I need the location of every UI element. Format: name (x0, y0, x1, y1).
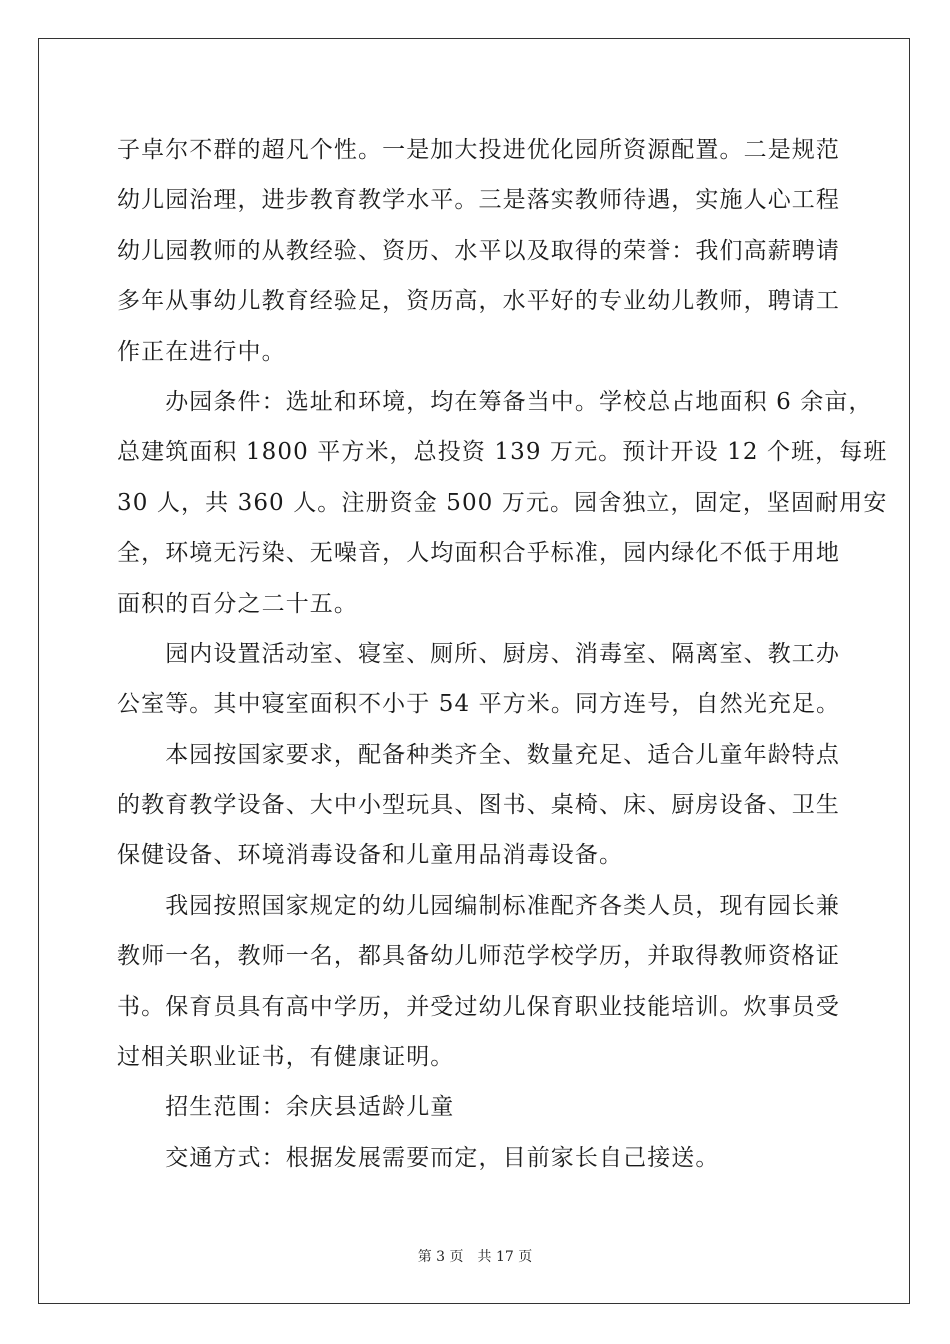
text-line: 总建筑面积 1800 平方米，总投资 139 万元。预计开设 12 个班，每班 (117, 439, 888, 466)
text-line: 多年从事幼儿教育经验足，资历高，水平好的专业幼儿教师，聘请工 (117, 288, 840, 315)
text-line: 保健设备、环境消毒设备和儿童用品消毒设备。 (117, 842, 624, 869)
text-line: 我园按照国家规定的幼儿园编制标准配齐各类人员，现有园长兼 (117, 892, 840, 919)
text-line: 全，环境无污染、无噪音，人均面积合乎标准，园内绿化不低于用地 (117, 540, 840, 567)
document-body (117, 125, 888, 1183)
text-line: 园内设置活动室、寝室、厕所、厨房、消毒室、隔离室、教工办 (117, 640, 840, 667)
text-line: 办园条件：选址和环境，均在筹备当中。学校总占地面积 6 余亩， (117, 388, 873, 415)
text-line: 公室等。其中寝室面积不小于 54 平方米。同方连号，自然光充足。 (117, 691, 841, 718)
text-line: 书。保育员具有高中学历，并受过幼儿保育职业技能培训。炊事员受 (117, 993, 840, 1020)
text-line: 子卓尔不群的超凡个性。一是加大投进优化园所资源配置。二是规范 (117, 137, 840, 163)
text-line: 30 人，共 360 人。注册资金 500 万元。园舍独立，固定，坚固耐用安 (117, 489, 888, 516)
text-line: 过相关职业证书，有健康证明。 (117, 1044, 455, 1071)
text-line: 面积的百分之二十五。 (117, 590, 358, 617)
text-line: 交通方式：根据发展需要而定，目前家长自己接送。 (117, 1144, 720, 1171)
text-line: 幼儿园教师的从教经验、资历、水平以及取得的荣誉：我们高薪聘请 (117, 237, 840, 264)
text-line: 招生范围：余庆县适龄儿童 (117, 1094, 455, 1121)
text-line: 作正在进行中。 (117, 338, 286, 365)
page-number-footer: 第 3 页 共 17 页 (417, 1249, 533, 1265)
text-line: 本园按国家要求，配备种类齐全、数量充足、适合儿童年龄特点 (117, 741, 840, 768)
text-line: 教师一名，教师一名，都具备幼儿师范学校学历，并取得教师资格证 (117, 943, 840, 970)
text-line: 幼儿园治理，进步教育教学水平。三是落实教师待遇，实施人心工程 (117, 187, 840, 214)
text-line: 的教育教学设备、大中小型玩具、图书、桌椅、床、厨房设备、卫生 (117, 792, 840, 819)
